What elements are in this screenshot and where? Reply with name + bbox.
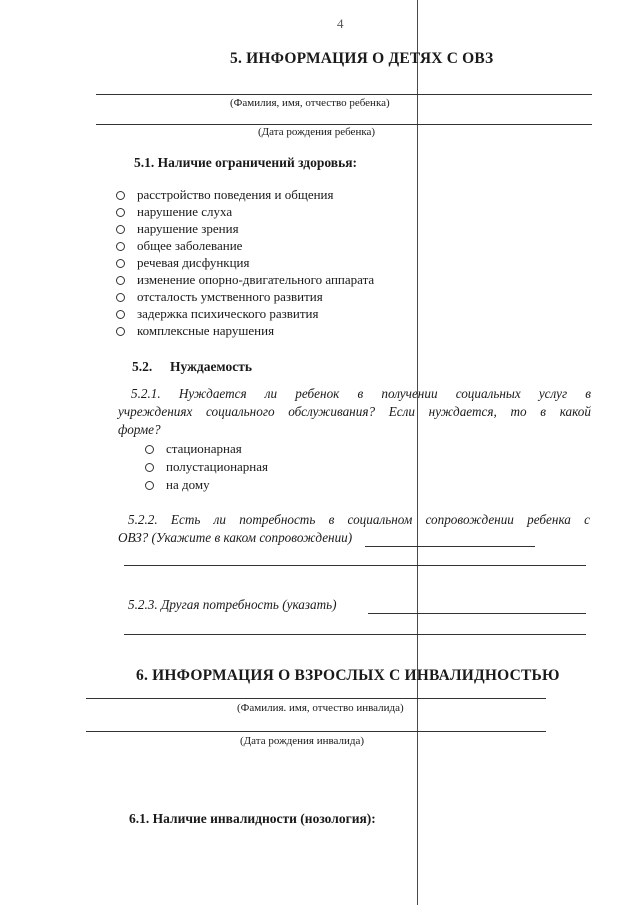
- form-option[interactable]: [145, 477, 210, 493]
- question-5-2-3: 5.2.3. Другая потребность (указать): [128, 597, 337, 612]
- limitation-option[interactable]: [116, 306, 319, 322]
- radio-circle-icon[interactable]: [145, 481, 154, 490]
- limitation-option[interactable]: [116, 272, 374, 288]
- limitation-option[interactable]: [116, 255, 250, 271]
- limitation-label: нарушение зрения: [137, 221, 239, 236]
- child-dob-field-line[interactable]: [96, 124, 592, 125]
- form-label: полустационарная: [166, 459, 269, 474]
- limitation-label: нарушение слуха: [137, 204, 233, 219]
- form-option[interactable]: [145, 459, 268, 475]
- question-5-2-2-line: ОВЗ? (Укажите в каком сопровождении): [118, 530, 353, 545]
- limitation-label: расстройство поведения и общения: [137, 187, 334, 202]
- radio-circle-icon[interactable]: [116, 259, 125, 268]
- question-5-2-2-line: 5.2.2. Есть ли потребность в социальном сопровождении ребенка с: [128, 512, 590, 527]
- other-need-answer-line[interactable]: [124, 634, 586, 635]
- limitation-option[interactable]: [116, 289, 323, 305]
- limitation-option[interactable]: [116, 204, 232, 220]
- radio-circle-icon[interactable]: [145, 445, 154, 454]
- limitation-option[interactable]: [116, 323, 274, 339]
- adult-name-field-line[interactable]: [86, 698, 546, 699]
- radio-circle-icon[interactable]: [116, 225, 125, 234]
- radio-circle-icon[interactable]: [145, 463, 154, 472]
- limitation-label: отсталость умственного развития: [137, 289, 323, 304]
- limitation-label: речевая дисфункция: [137, 255, 250, 270]
- section-5-1-title: 5.1. Наличие ограничений здоровья:: [134, 155, 358, 170]
- section-5-2-title: Нуждаемость: [170, 359, 252, 374]
- child-dob-caption: (Дата рождения ребенка): [258, 126, 376, 138]
- child-name-caption: (Фамилия, имя, отчество ребенка): [230, 97, 390, 109]
- question-5-2-1-line: форме?: [118, 422, 161, 437]
- limitation-option[interactable]: [116, 221, 239, 237]
- child-name-field-line[interactable]: [96, 94, 592, 95]
- section-6-1-title: 6.1. Наличие инвалидности (нозология):: [129, 811, 376, 826]
- radio-circle-icon[interactable]: [116, 276, 125, 285]
- radio-circle-icon[interactable]: [116, 293, 125, 302]
- form-option[interactable]: [145, 441, 242, 457]
- form-label: на дому: [166, 477, 210, 492]
- support-type-answer-line[interactable]: [124, 565, 586, 566]
- adult-name-caption: (Фамилия. имя, отчество инвалида): [237, 702, 404, 714]
- radio-circle-icon[interactable]: [116, 327, 125, 336]
- other-need-inline-line[interactable]: [368, 613, 586, 614]
- limitation-label: изменение опорно-двигательного аппарата: [137, 272, 375, 287]
- question-5-2-1-line: 5.2.1. Нуждается ли ребенок в получении социальных услуг в: [131, 386, 591, 401]
- page-fold-line: [417, 0, 418, 905]
- limitation-option[interactable]: [116, 238, 242, 254]
- page-number: 4: [337, 16, 344, 31]
- radio-circle-icon[interactable]: [116, 191, 125, 200]
- section-5-2-number: 5.2.: [132, 359, 153, 374]
- radio-circle-icon[interactable]: [116, 208, 125, 217]
- form-label: стационарная: [166, 441, 242, 456]
- limitation-label: задержка психического развития: [137, 306, 319, 321]
- radio-circle-icon[interactable]: [116, 310, 125, 319]
- section-5-title: 5. ИНФОРМАЦИЯ О ДЕТЯХ С ОВЗ: [230, 50, 494, 67]
- limitation-option[interactable]: [116, 187, 334, 203]
- adult-dob-caption: (Дата рождения инвалида): [240, 735, 365, 747]
- radio-circle-icon[interactable]: [116, 242, 125, 251]
- question-5-2-1-line: учреждениях социального обслуживания? Если нуждается, то в какой: [118, 404, 591, 419]
- support-type-inline-line[interactable]: [365, 546, 535, 547]
- limitation-label: общее заболевание: [137, 238, 243, 253]
- section-6-title: 6. ИНФОРМАЦИЯ О ВЗРОСЛЫХ С ИНВАЛИДНОСТЬЮ: [136, 667, 560, 684]
- adult-dob-field-line[interactable]: [86, 731, 546, 732]
- limitation-label: комплексные нарушения: [137, 323, 275, 338]
